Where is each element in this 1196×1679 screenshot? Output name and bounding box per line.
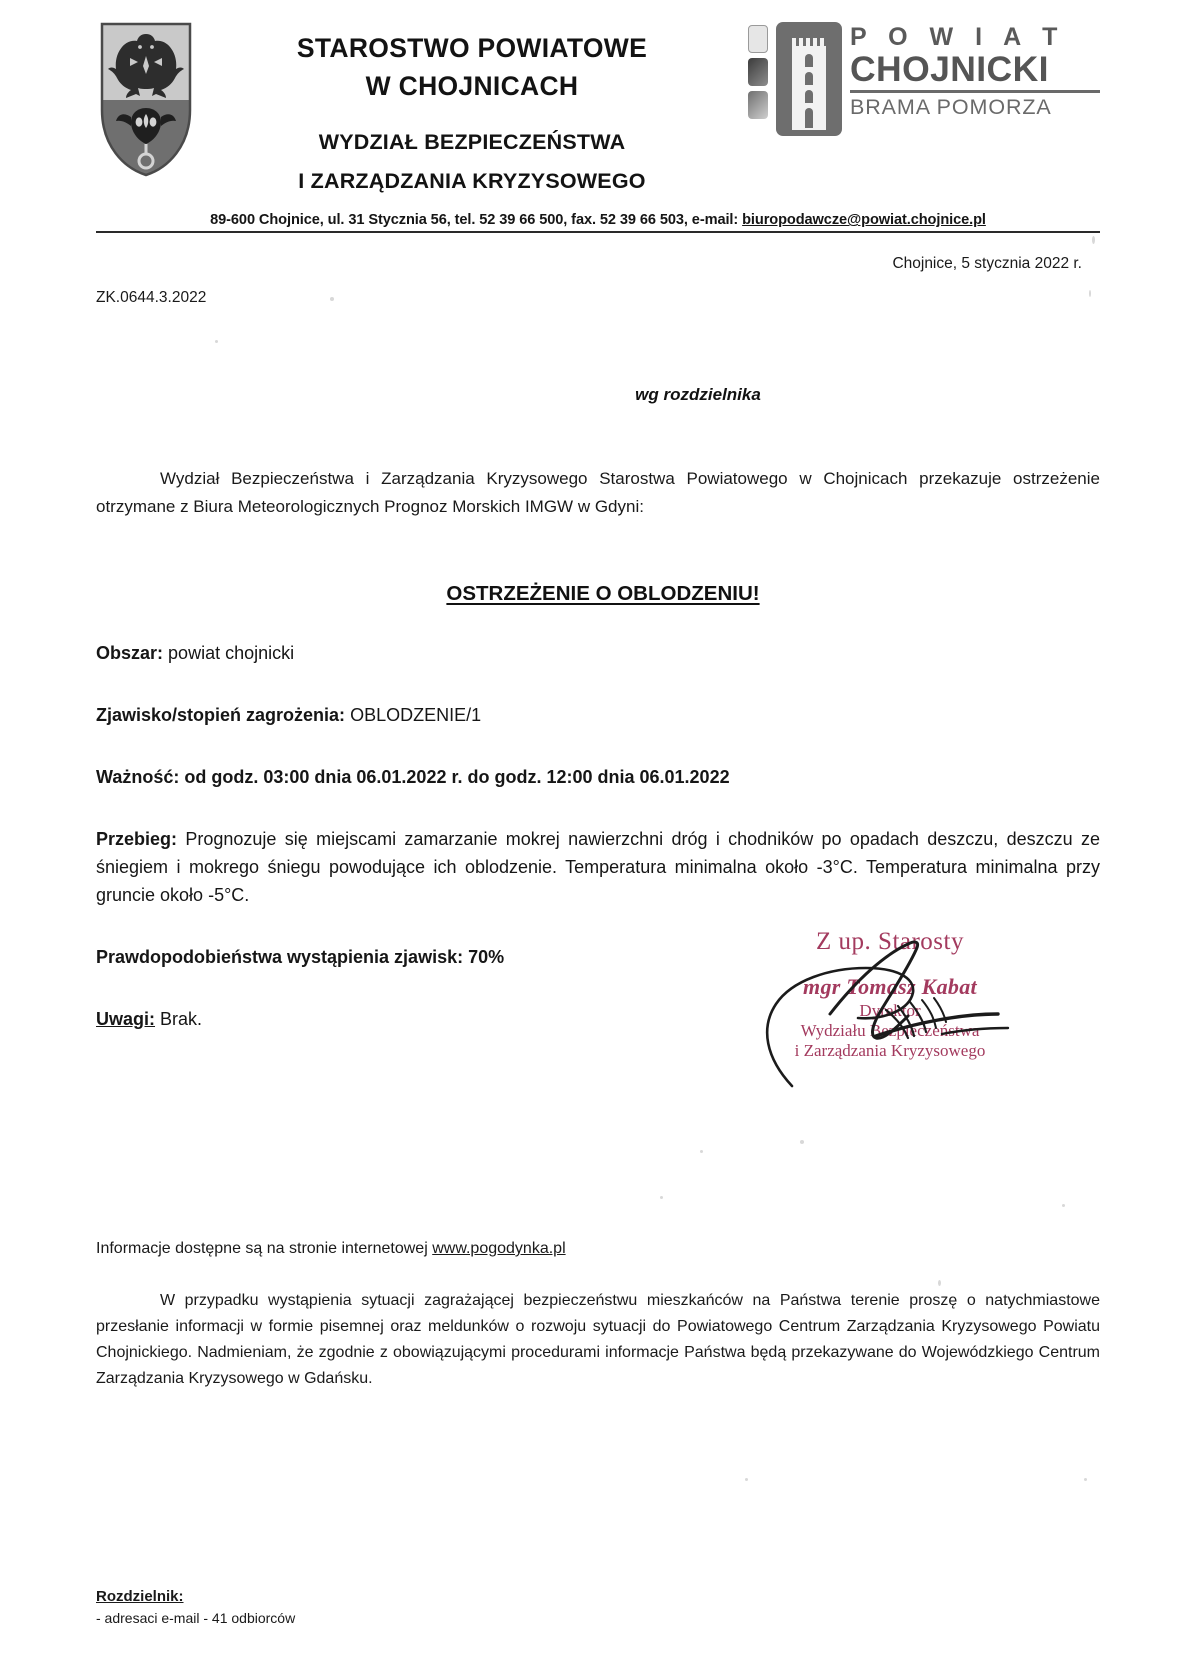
powiat-logo bbox=[748, 14, 1100, 136]
warning-title bbox=[96, 582, 1100, 606]
logo-divider bbox=[850, 90, 1100, 93]
stamp-name: mgr Tomasz Kabat bbox=[803, 973, 977, 999]
contact-line bbox=[96, 212, 1100, 228]
addressee: wg rozdzielnika bbox=[635, 385, 761, 405]
scan-speck bbox=[745, 1478, 748, 1481]
scan-speck bbox=[700, 1150, 703, 1153]
field-course-value: Prognozuje się miejscami zamarzanie mokrej nawierzchni dróg i chodników po opadach deszczu, deszczu ze śniegiem i mokrego śniegu powodujące ich oblodzenie. Temperatura minimalna około -3°C. Temperatura minimalna przy gruncie około -5°C. bbox=[96, 829, 1100, 905]
field-area bbox=[96, 640, 1100, 668]
intro-paragraph bbox=[96, 465, 1100, 520]
document-footer bbox=[96, 1240, 1100, 1392]
distribution-item: - adresaci e-mail - 41 odbiorców bbox=[96, 1610, 296, 1626]
office-title-line2: W CHOJNICACH bbox=[365, 70, 579, 101]
info-line-prefix: Informacje dostępne są na stronie internetowej bbox=[96, 1240, 433, 1257]
office-title-block bbox=[196, 14, 748, 196]
field-validity-label: Ważność: bbox=[96, 767, 180, 788]
contact-email[interactable]: biuropodawcze@powiat.chojnice.pl bbox=[742, 212, 986, 229]
scan-speck bbox=[1084, 1478, 1087, 1481]
field-validity bbox=[96, 764, 1100, 792]
footer-paragraph bbox=[96, 1288, 1100, 1392]
field-phenomenon-label: Zjawisko/stopień zagrożenia: bbox=[96, 705, 346, 726]
distribution-list bbox=[96, 1588, 295, 1626]
header-divider bbox=[96, 231, 1100, 233]
logo-powiat-text: P O W I A T bbox=[850, 23, 1065, 51]
field-probability-label: Prawdopodobieństwa wystąpienia zjawisk: bbox=[96, 946, 464, 967]
place-and-date: Chojnice, 5 stycznia 2022 r. bbox=[892, 255, 1082, 273]
stamp-position: Dyrektor bbox=[859, 1000, 921, 1020]
field-phenomenon-value: OBLODZENIE/1 bbox=[350, 705, 482, 726]
pogodynka-link[interactable]: www.pogodynka.pl bbox=[432, 1240, 566, 1257]
office-title-line1: STAROSTWO POWIATOWE bbox=[296, 33, 648, 63]
field-phenomenon bbox=[96, 702, 1100, 730]
field-course bbox=[96, 826, 1100, 910]
field-remarks-value: Brak. bbox=[160, 1008, 203, 1029]
contact-address: 89-600 Chojnice, ul. 31 Stycznia 56, tel. 52 39 66 500, fax. 52 39 66 503, e-mail: bbox=[210, 212, 743, 229]
field-course-label: Przebieg: bbox=[96, 829, 178, 850]
scan-speck bbox=[1062, 1204, 1065, 1207]
field-validity-value: od godz. 03:00 dnia 06.01.2022 r. do godz. 12:00 dnia 06.01.2022 bbox=[184, 767, 730, 788]
warning-title-text: OSTRZEŻENIE O OBLODZENIU! bbox=[446, 582, 760, 606]
document-body bbox=[0, 255, 1196, 1033]
scan-speck bbox=[1092, 236, 1095, 244]
stamp-department-line2: i Zarządzania Kryzysowego bbox=[794, 1040, 986, 1060]
stamp-department-line1: Wydziału Bezpieczeństwa bbox=[800, 1020, 980, 1040]
signature-block bbox=[740, 928, 1040, 1088]
field-probability-value: 70% bbox=[468, 946, 505, 967]
field-area-label: Obszar: bbox=[96, 643, 164, 664]
stamp-on-behalf: Z up. Starosty bbox=[816, 928, 964, 955]
logo-bars-decoration bbox=[748, 22, 768, 119]
tower-icon bbox=[776, 22, 842, 136]
department-line1: WYDZIAŁ BEZPIECZEŃSTWA bbox=[318, 130, 626, 155]
scan-speck bbox=[660, 1196, 663, 1199]
document-header bbox=[0, 0, 1196, 196]
logo-tagline: BRAMA POMORZA bbox=[850, 95, 1052, 120]
reference-number: ZK.0644.3.2022 bbox=[96, 289, 207, 307]
info-line bbox=[96, 1240, 1100, 1258]
stamp-text bbox=[740, 928, 1040, 1061]
coat-of-arms-icon bbox=[100, 22, 192, 177]
field-area-value: powiat chojnicki bbox=[168, 643, 295, 664]
intro-text: Wydział Bezpieczeństwa i Zarządzania Kryzysowego Starostwa Powiatowego w Chojnicach przekazuje ostrzeżenie otrzymane z Biura Meteorologicznych Prognoz Morskich IMGW w Gdyni: bbox=[96, 469, 1100, 516]
crest-container bbox=[96, 14, 196, 177]
field-remarks-label: Uwagi: bbox=[96, 1008, 156, 1029]
department-line2: I ZARZĄDZANIA KRYZYSOWEGO bbox=[298, 168, 646, 193]
distribution-title: Rozdzielnik: bbox=[96, 1588, 184, 1605]
logo-chojnicki-text: CHOJNICKI bbox=[850, 48, 1049, 89]
scan-speck bbox=[800, 1140, 804, 1144]
footer-paragraph-text: W przypadku wystąpienia sytuacji zagrażającej bezpieczeństwu mieszkańców na Państwa terenie proszę o natychmiastowe przesłanie informacji w formie pisemnej oraz meldunków o rozwoju sytuacji do Powiatowego Centrum Zarządzania Kryzysowego Powiatu Chojnickiego. Nadmieniam, że zgodnie z obowiązującymi procedurami informacje Państwa będą przekazywane do Wojewódzkiego Centrum Zarządzania Kryzysowego w Gdańsku. bbox=[96, 1292, 1100, 1387]
